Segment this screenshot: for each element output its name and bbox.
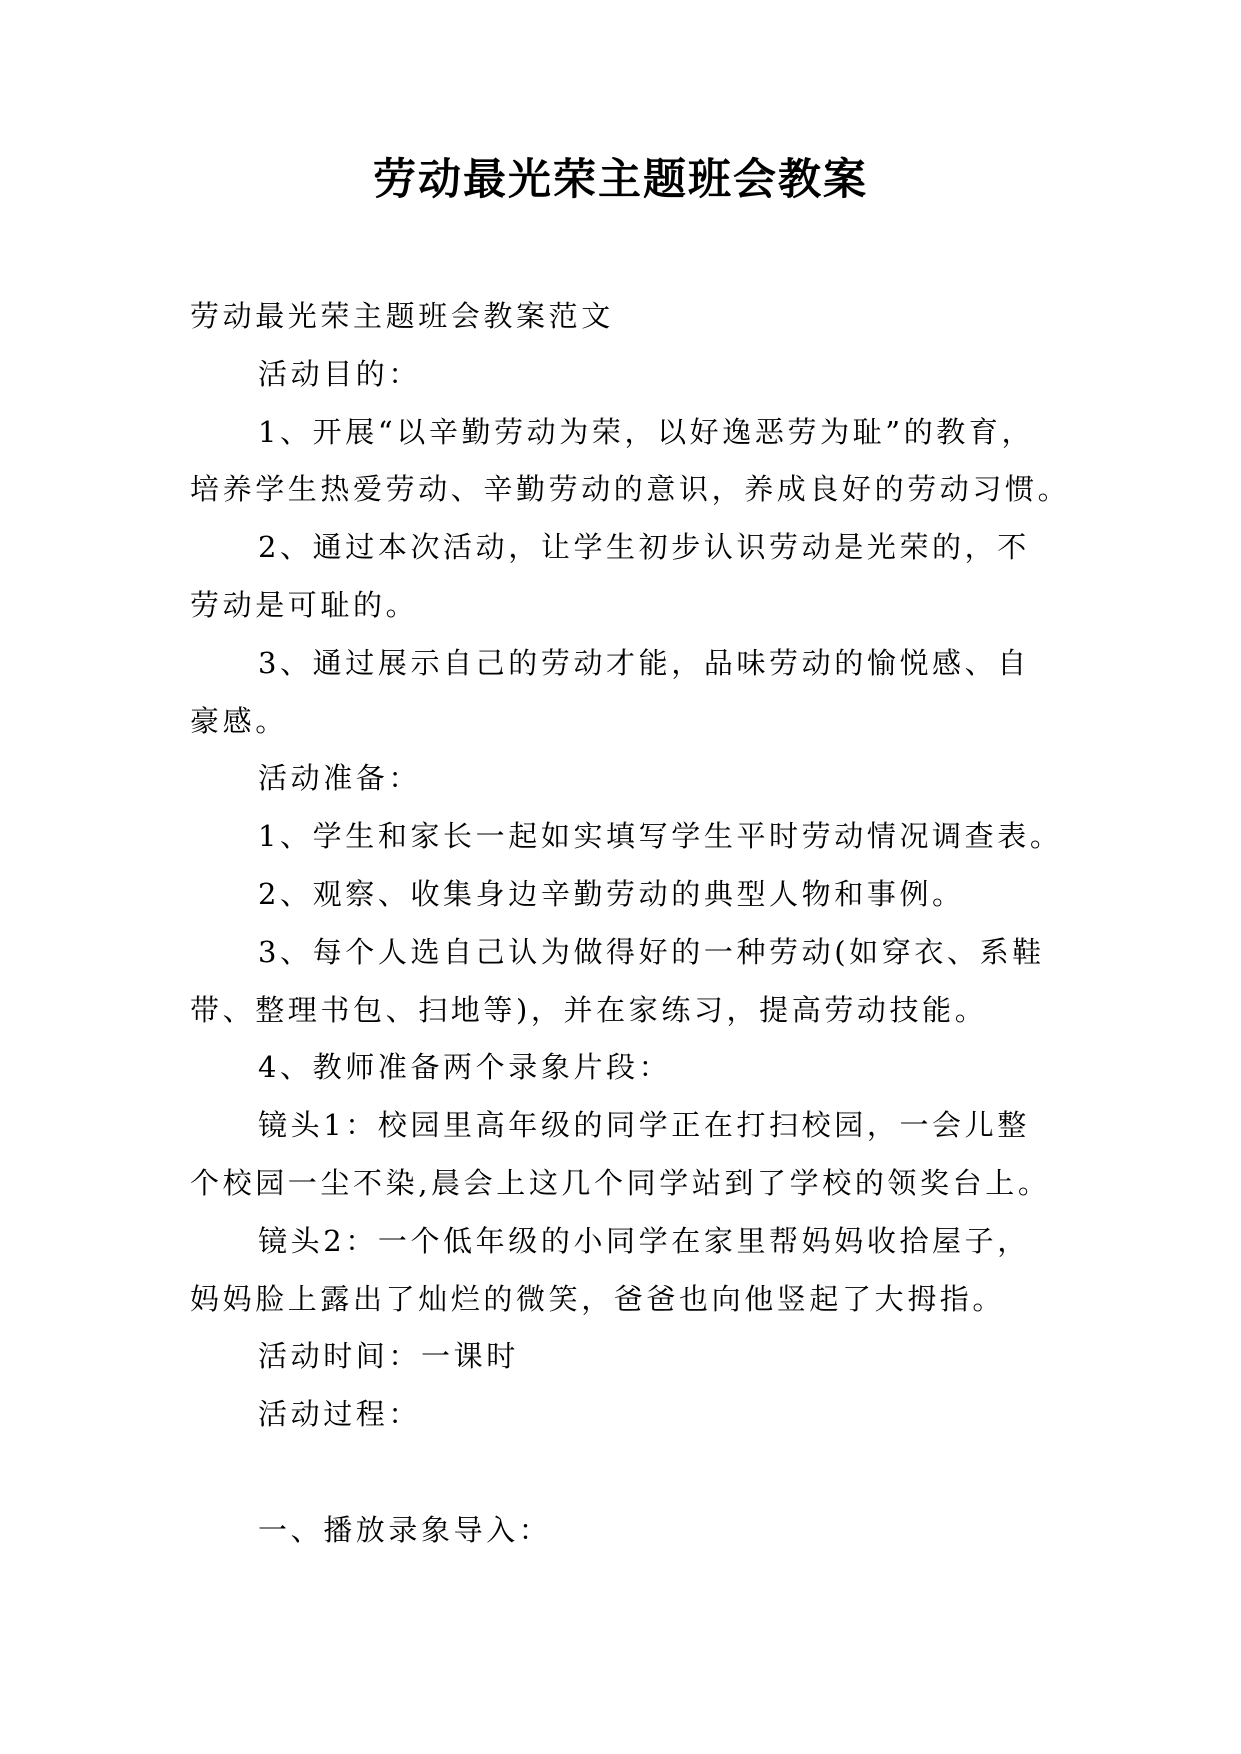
paragraph-line: 2、观察、收集身边辛勤劳动的典型人物和事例。	[258, 876, 965, 911]
paragraph-line: 个校园一尘不染,晨会上这几个同学站到了学校的领奖台上。	[190, 1165, 1051, 1200]
paragraph-line: 劳动是可耻的。	[190, 587, 419, 622]
document-subtitle: 劳动最光荣主题班会教案范文	[190, 299, 614, 333]
paragraph-line: 培养学生热爱劳动、辛勤劳动的意识，养成良好的劳动习惯。	[190, 472, 1071, 507]
section-heading-step-one: 一、播放录象导入：	[258, 1512, 552, 1547]
section-heading-preparation: 活动准备：	[258, 761, 422, 796]
paragraph-line: 3、每个人选自己认为做得好的一种劳动(如穿衣、系鞋	[258, 934, 1045, 969]
paragraph-line: 妈妈脸上露出了灿烂的微笑，爸爸也向他竖起了大拇指。	[190, 1281, 1006, 1316]
paragraph-line: 镜头1：校园里高年级的同学正在打扫校园，一会儿整	[258, 1108, 1030, 1143]
paragraph-line: 带、整理书包、扫地等)，并在家练习，提高劳动技能。	[190, 992, 988, 1027]
paragraph-line: 2、通过本次活动，让学生初步认识劳动是光荣的，不	[258, 530, 1030, 565]
paragraph-line: 镜头2：一个低年级的小同学在家里帮妈妈收拾屋子，	[258, 1223, 1030, 1258]
document-body	[190, 288, 1071, 1560]
section-heading-goals: 活动目的：	[258, 356, 422, 391]
paragraph-line: 3、通过展示自己的劳动才能，品味劳动的愉悦感、自	[258, 645, 1030, 680]
paragraph-line: 豪感。	[190, 703, 288, 738]
document-title: 劳动最光荣主题班会教案	[373, 155, 868, 205]
section-heading-process: 活动过程：	[258, 1397, 422, 1432]
paragraph-line: 1、学生和家长一起如实填写学生平时劳动情况调查表。	[258, 819, 1063, 854]
paragraph-line: 1、开展“以辛勤劳动为荣，以好逸恶劳为耻”的教育，	[258, 414, 1035, 449]
paragraph-line: 4、教师准备两个录象片段：	[258, 1050, 672, 1085]
section-heading-time: 活动时间：一课时	[258, 1339, 519, 1374]
